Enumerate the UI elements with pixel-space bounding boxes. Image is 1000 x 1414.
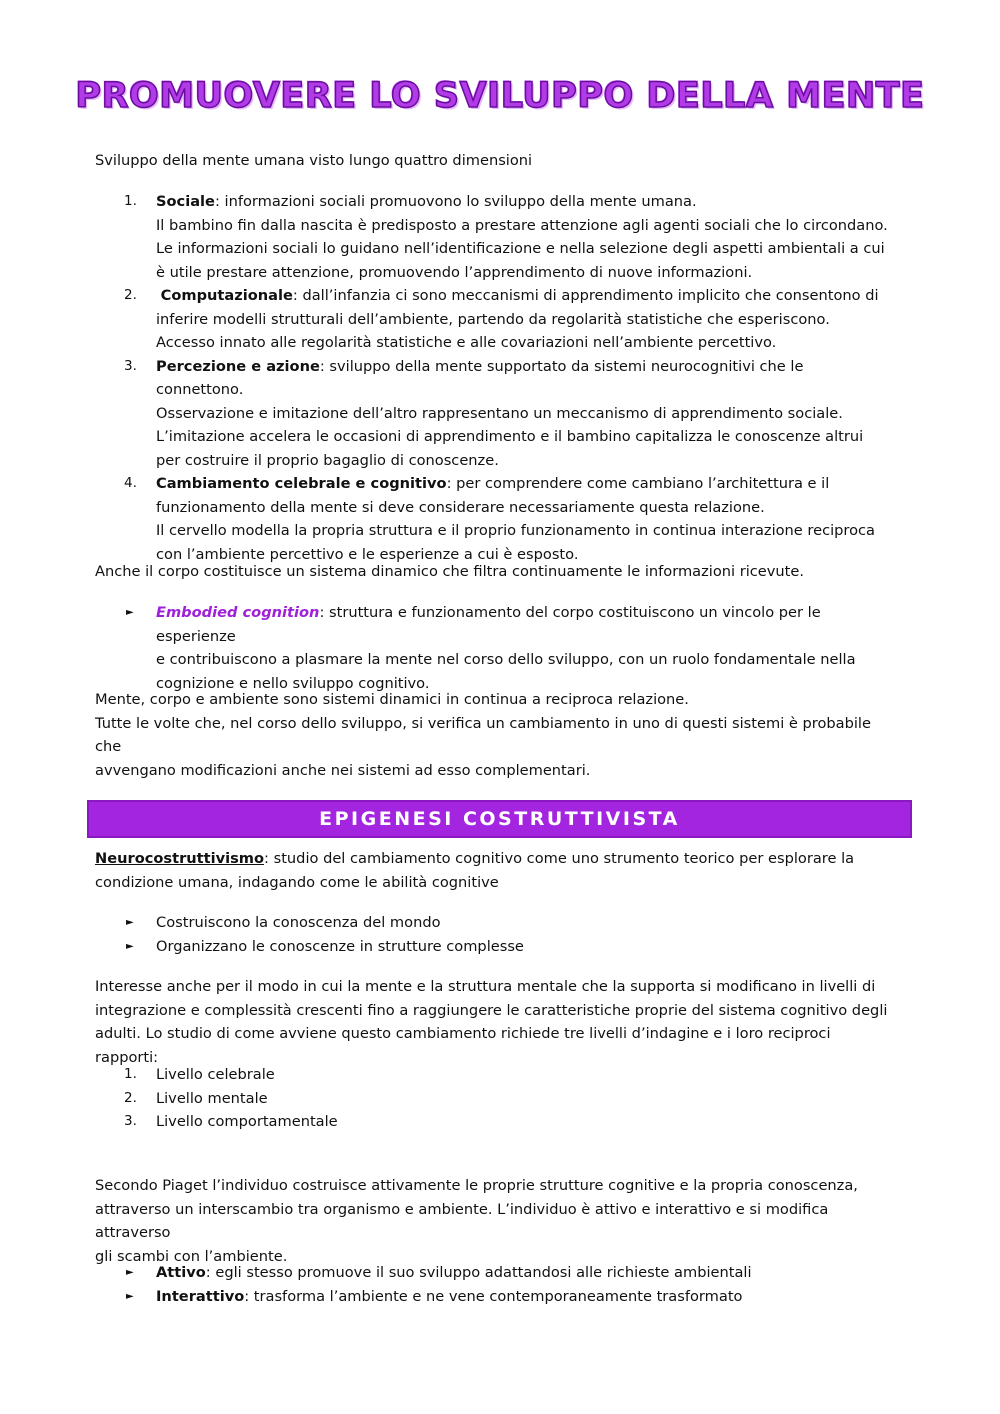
ability-text: Organizzano le conoscenze in strutture complesse — [156, 937, 524, 955]
dimension-text: Il cervello modella la propria struttura e il proprio funzionamento in continua interazione reciproca — [156, 522, 875, 539]
dimension-text: : sviluppo della mente supportato da sistemi neurocognitivi che le connettono. — [156, 357, 804, 398]
list-number: 3. — [124, 1113, 137, 1129]
trait-term: Interattivo — [156, 1287, 245, 1305]
trait-text: : egli stesso promuove il suo sviluppo adattandosi alle richieste ambientali — [205, 1264, 752, 1281]
bullet-triangle-icon: ► — [126, 1290, 134, 1302]
list-item — [95, 1110, 895, 1134]
trait-term: Attivo — [156, 1264, 206, 1281]
list-item — [95, 472, 895, 566]
neuro-text: condizione umana, indagando come le abilità cognitive — [95, 873, 499, 891]
piaget-line: gli scambi con l’ambiente. — [95, 1247, 288, 1265]
neuro-text: : studio del cambiamento cognitivo come uno strumento teorico per esplorare la — [264, 850, 855, 867]
list-number: 1. — [124, 1066, 137, 1082]
dimension-text: L’imitazione accelera le occasioni di apprendimento e il bambino capitalizza le conoscenze altrui — [156, 428, 864, 445]
dimension-term: Computazionale — [160, 287, 293, 304]
interest-line: Interesse anche per il modo in cui la mente e la struttura mentale che la supporta si modificano in livelli di — [95, 978, 876, 995]
interest-line: adulti. Lo studio di come avviene questo cambiamento richiede tre livelli d’indagine e i loro reciproci rapporti: — [95, 1025, 831, 1066]
levels-list — [95, 1063, 895, 1134]
list-item — [95, 1261, 895, 1285]
dimension-term: Cambiamento celebrale e cognitivo — [156, 475, 447, 492]
interest-line: integrazione e complessità crescenti fino a raggiungere le caratteristiche proprie del sistema cognitivo degli — [95, 1001, 888, 1019]
bullet-triangle-icon: ► — [126, 607, 134, 618]
list-item — [95, 911, 895, 935]
embodied-list — [95, 601, 895, 695]
trait-text: : trasforma l’ambiente e ne vene contemporaneamente trasformato — [244, 1287, 743, 1305]
dimension-text: Il bambino fin dalla nascita è predisposto a prestare attenzione agli agenti sociali che lo circondano. — [156, 216, 888, 234]
bullet-triangle-icon: ► — [126, 917, 134, 928]
ability-text: Costruiscono la conoscenza del mondo — [156, 914, 441, 931]
piaget-line: Secondo Piaget l’individuo costruisce attivamente le proprie strutture cognitive e la propria conoscenza, — [95, 1177, 858, 1194]
list-item — [95, 935, 895, 959]
list-item — [95, 1063, 895, 1087]
list-number: 2. — [124, 287, 137, 303]
section-heading-banner: EPIGENESI COSTRUTTIVISTA — [87, 800, 912, 838]
level-text: Livello celebrale — [156, 1066, 275, 1083]
list-item — [95, 190, 895, 284]
dimension-text: funzionamento della mente si deve considerare necessariamente questa relazione. — [156, 498, 765, 516]
bullet-triangle-icon: ► — [126, 1267, 134, 1278]
abilities-list — [95, 911, 895, 958]
embodied-text: cognizione e nello sviluppo cognitivo. — [156, 674, 430, 692]
list-item — [95, 355, 895, 473]
dimension-text: per costruire il proprio bagaglio di conoscenze. — [156, 451, 499, 469]
dimension-text: Osservazione e imitazione dell’altro rappresentano un meccanismo di apprendimento sociale. — [156, 404, 843, 422]
dimension-text: è utile prestare attenzione, promuovendo l’apprendimento di nuove informazioni. — [156, 263, 753, 281]
interest-paragraph — [95, 975, 895, 1069]
neuro-term: Neurocostruttivismo — [95, 850, 265, 867]
list-number: 2. — [124, 1089, 137, 1106]
list-item — [95, 284, 895, 355]
dimension-text: Accesso innato alle regolarità statistiche e alle covariazioni nell’ambiente percettivo. — [156, 334, 777, 351]
list-number: 1. — [124, 193, 137, 209]
bullet-triangle-icon: ► — [126, 940, 134, 952]
dimension-text: Le informazioni sociali lo guidano nell’identificazione e nella selezione degli aspetti ambientali a cui — [156, 240, 885, 257]
level-text: Livello mentale — [156, 1089, 268, 1107]
neuro-paragraph — [95, 847, 895, 894]
dimension-text: : informazioni sociali promuovono lo sviluppo della mente umana. — [214, 193, 697, 210]
relation-line: avvengano modificazioni anche nei sistemi ad esso complementari. — [95, 761, 591, 779]
page-title: PROMUOVERE LO SVILUPPO DELLA MENTE — [75, 76, 925, 116]
level-text: Livello comportamentale — [156, 1113, 338, 1130]
relation-line: Mente, corpo e ambiente sono sistemi dinamici in continua a reciproca relazione. — [95, 691, 689, 708]
piaget-paragraph — [95, 1174, 895, 1268]
embodied-text: : struttura e funzionamento del corpo costituiscono un vincolo per le esperienze — [156, 604, 821, 645]
dimension-text: : per comprendere come cambiano l’architettura e il — [446, 475, 830, 492]
embodied-term: Embodied cognition — [156, 604, 320, 621]
list-item — [95, 1087, 895, 1111]
relation-paragraph — [95, 688, 895, 782]
traits-list — [95, 1261, 895, 1308]
piaget-line: attraverso un interscambio tra organismo e ambiente. L’individuo è attivo e interattivo e si modifica attraverso — [95, 1200, 829, 1241]
list-item — [95, 601, 895, 695]
dimension-text: con l’ambiente percettivo e le esperienze a cui è esposto. — [156, 545, 579, 563]
dimension-term: Sociale — [156, 193, 215, 210]
list-item — [95, 1285, 895, 1309]
intro-text: Sviluppo della mente umana visto lungo quattro dimensioni — [95, 152, 533, 169]
dimension-term: Percezione e azione — [156, 357, 320, 375]
embodied-text: e contribuiscono a plasmare la mente nel corso dello sviluppo, con un ruolo fondamentale nella — [156, 651, 856, 668]
dimensions-list — [95, 190, 895, 566]
list-number: 4. — [124, 475, 137, 491]
dimension-text: : dall’infanzia ci sono meccanismi di apprendimento implicito che consentono di — [292, 287, 879, 304]
dimension-text: inferire modelli strutturali dell’ambiente, partendo da regolarità statistiche che esperiscono. — [156, 310, 830, 328]
list-number: 3. — [124, 357, 137, 374]
body-sentence: Anche il corpo costituisce un sistema dinamico che filtra continuamente le informazioni ricevute. — [95, 563, 804, 580]
relation-line: Tutte le volte che, nel corso dello sviluppo, si verifica un cambiamento in uno di questi sistemi è probabile che — [95, 714, 871, 755]
